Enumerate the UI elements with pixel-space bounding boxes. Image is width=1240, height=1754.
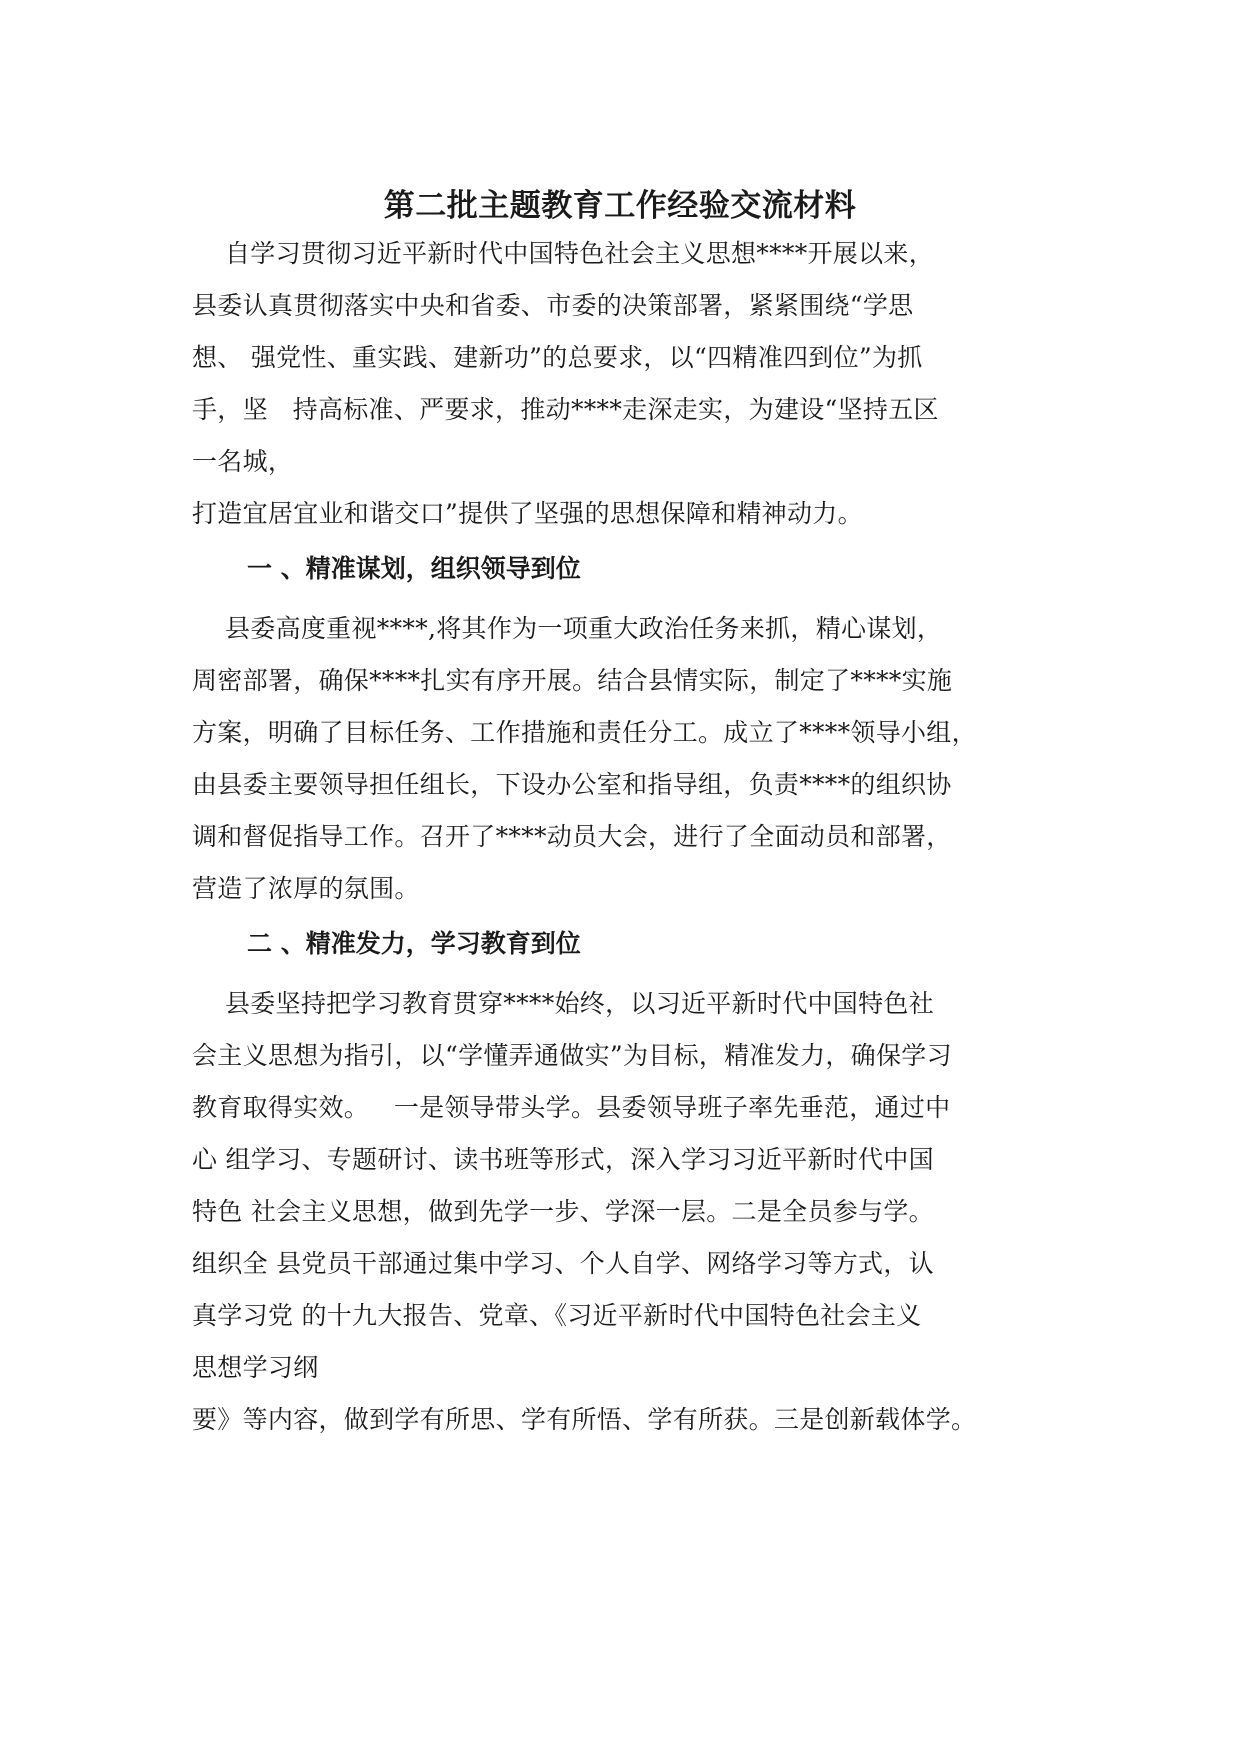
section2-line-3: 教育取得实效。 一是领导带头学。县委领导班子率先垂范，通过中 [192,1093,951,1122]
section1-line-2: 周密部署，确保****扎实有序开展。结合县情实际，制定了****实施 [192,666,953,695]
section1-line-5: 调和督促指导工作。召开了****动员大会，进行了全面动员和部署， [192,822,952,851]
intro-line-1: 自学习贯彻习近平新时代中国特色社会主义思想****开展以来， [192,239,934,268]
intro-line-5: 一名城， [192,447,294,476]
section1-line-1: 县委高度重视****,将其作为一项重大政治任务来抓，精心谋划， [192,614,943,643]
intro-line-2: 县委认真贯彻落实中央和省委、市委的决策部署，紧紧围绕“学思 [192,291,914,320]
document-title: 第二批主题教育工作经验交流材料 [383,188,857,224]
section2-line-1: 县委坚持把学习教育贯穿****始终，以习近平新时代中国特色社 [192,989,934,1018]
section1-line-6: 营造了浓厚的氛围。 [192,874,420,903]
section2-line-6: 组织全 县党员干部通过集中学习、个人自学、网络学习等方式，认 [192,1249,934,1278]
intro-line-4: 手，坚 持高标准、严要求，推动****走深走实，为建设“坚持五区 [192,395,939,424]
section2-line-4: 心 组学习、专题研讨、读书班等形式，深入学习习近平新时代中国 [192,1145,934,1174]
section-heading-2: 二 、精准发力，学习教育到位 [247,929,581,958]
section2-line-8: 思想学习纲 [192,1353,319,1382]
section2-line-2: 会主义思想为指引，以“学懂弄通做实”为目标，精准发力，确保学习 [192,1041,952,1070]
section1-line-4: 由县委主要领导担任组长，下设办公室和指导组，负责****的组织协 [192,770,952,799]
section2-line-5: 特色 社会主义思想，做到先学一步、学深一层。二是全员参与学。 [192,1197,934,1226]
section1-line-3: 方案，明确了目标任务、工作措施和责任分工。成立了****领导小组， [192,718,977,747]
intro-line-6: 打造宜居宜业和谐交口”提供了坚强的思想保障和精神动力。 [192,499,863,528]
section2-line-9: 要》等内容，做到学有所思、学有所悟、学有所获。三是创新载体学。 [192,1405,977,1434]
section-heading-1: 一 、精准谋划，组织领导到位 [247,554,581,583]
section2-line-7: 真学习党 的十九大报告、党章、《习近平新时代中国特色社会主义 [192,1301,922,1330]
intro-line-3: 想、 强党性、重实践、建新功”的总要求，以“四精准四到位”为抓 [192,343,923,372]
